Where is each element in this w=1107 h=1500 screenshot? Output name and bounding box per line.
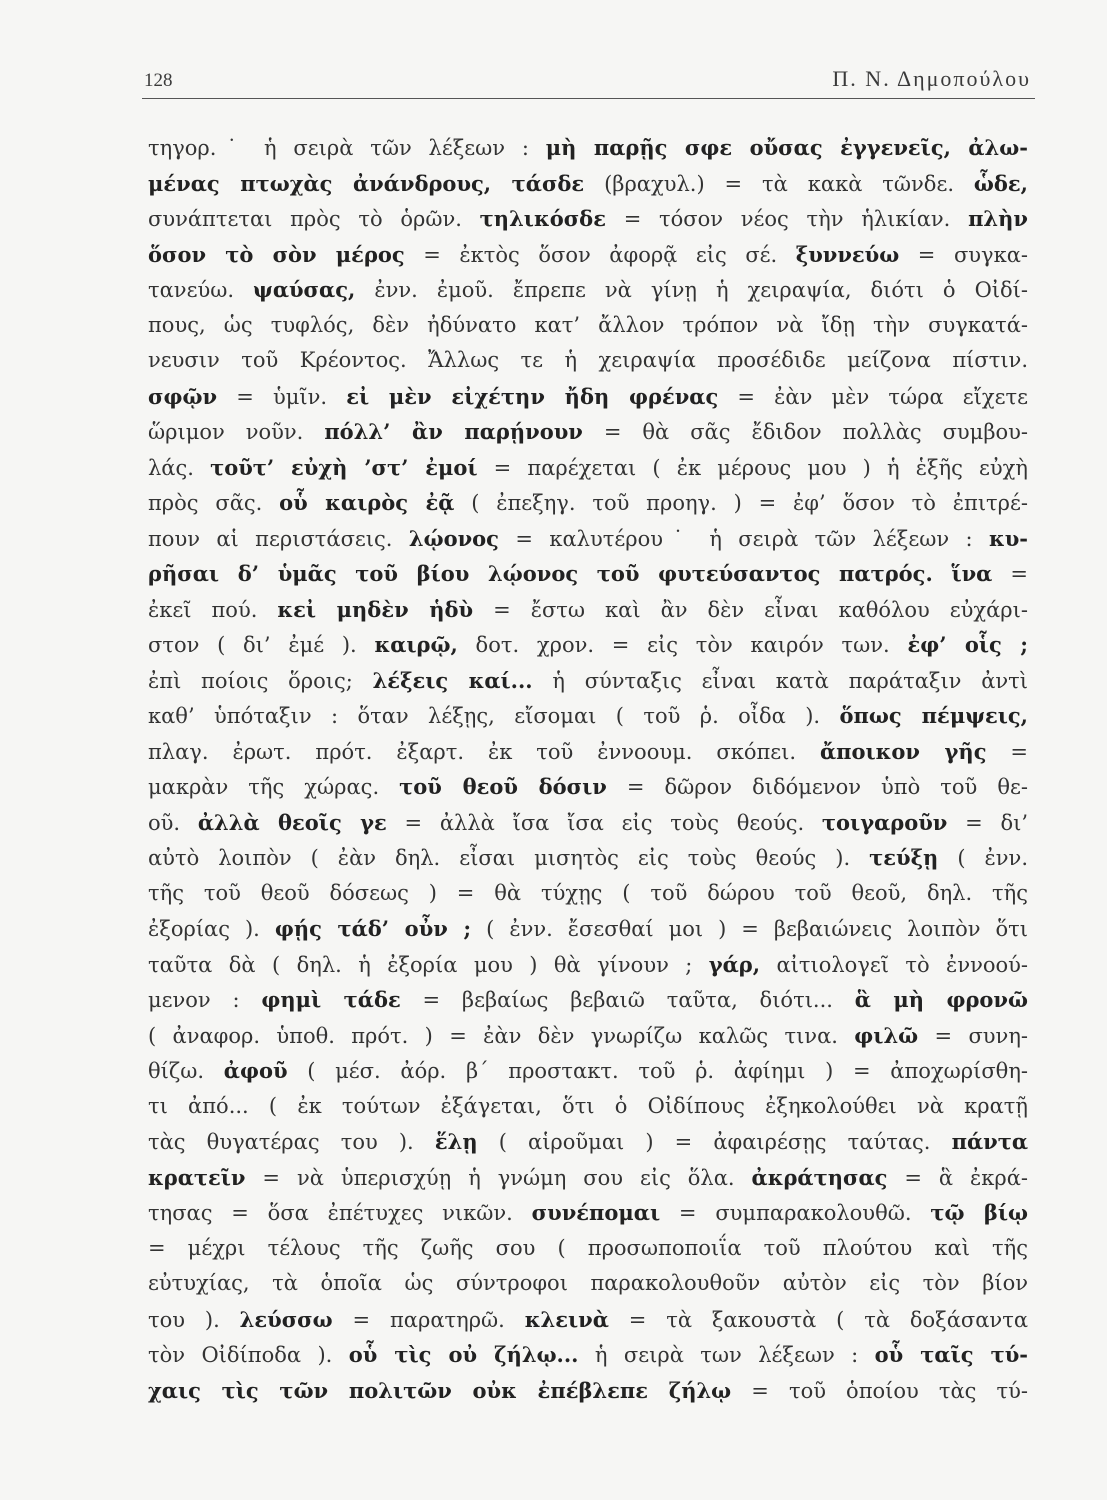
text-line — [148, 1124, 1028, 1160]
lemma-term: ἃ μὴ φρονῶ — [854, 987, 1028, 1012]
gloss-text: στον ( δι’ ἐμέ ). — [148, 633, 375, 657]
lemma-term: πόλλ’ ἂν παρῄνουν — [324, 419, 583, 444]
gloss-text: μακρὰν τῆς χώρας. — [148, 775, 400, 799]
gloss-text: αἰτιολογεῖ τὸ ἐννοού- — [760, 952, 1028, 977]
lemma-term: κρατεῖν — [148, 1164, 246, 1190]
lemma-term: ψαύσας, — [253, 277, 356, 302]
text-line — [148, 556, 1028, 592]
lemma-term: ξυννεύω — [795, 241, 900, 267]
gloss-text: = τοῦ ὁποίου τὰς τύ- — [731, 1378, 1028, 1403]
gloss-text: = συγκα- — [899, 242, 1028, 267]
gloss-text: = συμπαρακολουθῶ. — [660, 1201, 931, 1225]
lemma-term: ὧδε, — [973, 170, 1028, 196]
gloss-text: = τόσον νέος τὴν ἡλικίαν. — [605, 207, 969, 231]
gloss-text: εὐτυχίας, τὰ ὁποῖα ὡς σύντροφοι παρακολουθοῦν αὐτὸν εἰς τὸν βίον — [148, 1271, 1028, 1295]
text-line — [148, 982, 1028, 1018]
text-line — [148, 769, 1028, 805]
gloss-text: = θὰ σᾶς ἔδιδον πολλὰς συμβου- — [582, 420, 1028, 444]
lemma-term: ρῆσαι δ’ ὑμᾶς τοῦ βίου λῴονος τοῦ φυτεύσαντος πατρός. ἵνα — [148, 561, 993, 586]
gloss-text: = νὰ ὑπερισχύῃ ἡ γνώμη σου εἰς ὅλα. — [245, 1165, 752, 1190]
gloss-text: ( ἀναφορ. ὑποθ. πρότ. ) = ἐὰν δὲν γνωρίζω καλῶς τινα. — [148, 1023, 855, 1048]
text-line — [148, 698, 1028, 734]
lemma-term: οὗ καιρὸς ἐᾷ — [279, 490, 455, 515]
page-header — [120, 62, 1035, 102]
lemma-term: ἕλῃ — [434, 1129, 478, 1154]
lemma-term: φημὶ τάδε — [261, 987, 401, 1012]
text-line — [148, 521, 1028, 557]
gloss-text: λάς. — [148, 455, 211, 480]
text-line — [148, 1266, 1028, 1302]
gloss-text: τῆς τοῦ θεοῦ δόσεως ) = θὰ τύχῃς ( τοῦ δώρου τοῦ θεοῦ, δηλ. τῆς — [148, 880, 1028, 905]
lemma-term: τοῦτ’ εὐχὴ ’στ’ ἐμοί — [210, 454, 478, 480]
gloss-text: = ὑμῖν. — [217, 384, 347, 409]
text-line — [148, 876, 1028, 912]
lemma-term: τοῦ θεοῦ δόσιν — [399, 774, 607, 799]
lemma-term: γάρ, — [708, 951, 761, 977]
header-rule — [142, 98, 1035, 99]
lemma-term: τεύξῃ — [869, 845, 939, 870]
gloss-text: ἐκεῖ πού. — [148, 597, 278, 622]
lemma-term: λεύσσω — [239, 1306, 333, 1332]
lemma-term: φῄς τάδ’ οὖν ; — [274, 916, 472, 941]
lemma-term: σφῷν — [148, 383, 218, 409]
text-line — [148, 663, 1028, 699]
gloss-text: ( αἱροῦμαι ) = ἀφαιρέσῃς ταύτας. — [477, 1130, 952, 1154]
text-line — [148, 840, 1028, 876]
gloss-text: ὥριμον νοῦν. — [148, 420, 325, 444]
gloss-text: = παρατηρῶ. — [332, 1307, 525, 1332]
lemma-term: μένας πτωχὰς ἀνάνδρους, τάσδε — [148, 170, 585, 196]
lemma-term: κεἰ μηδὲν ἡδὺ — [277, 596, 474, 622]
gloss-text: = τὰ ξακουστὰ ( τὰ δοξάσαντα — [608, 1307, 1028, 1332]
gloss-text: = ἐκτὸς ὅσον ἀφορᾷ εἰς σέ. — [404, 242, 796, 267]
gloss-text: = δι’ — [947, 810, 1028, 835]
text-line — [148, 1373, 1028, 1409]
lemma-term: πλὴν — [968, 206, 1028, 231]
gloss-text: ( ἐνν. ἔσεσθαί μοι ) = βεβαιώνεις λοιπὸν ὅτι — [471, 917, 1028, 941]
lemma-term: χαις τὶς τῶν πολιτῶν οὐκ ἐπέβλεπε ζήλῳ — [148, 1377, 732, 1403]
lemma-term: πάντα — [951, 1129, 1028, 1154]
gloss-text: αὐτὸ λοιπὸν ( ἐὰν δηλ. εἶσαι μισητὸς εἰς τοὺς θεούς ). — [148, 846, 870, 870]
gloss-text: δοτ. χρον. = εἰς τὸν καιρόν των. — [457, 633, 908, 657]
commentary-text — [148, 130, 1028, 1408]
text-line — [148, 130, 1028, 166]
gloss-text: ἐξορίας ). — [148, 917, 275, 941]
gloss-text: = συνη- — [918, 1023, 1028, 1048]
text-line — [148, 734, 1028, 770]
lemma-term: οὗ τὶς οὐ ζήλῳ... — [348, 1342, 579, 1367]
lemma-term: τοιγαροῦν — [821, 809, 948, 835]
text-line — [148, 379, 1028, 415]
text-line — [148, 1302, 1028, 1338]
gloss-text: συνάπτεται πρὸς τὸ ὁρῶν. — [148, 207, 480, 231]
lemma-term: κυ- — [988, 525, 1028, 551]
gloss-text: = ἀλλὰ ἴσα ἴσα εἰς τοὺς θεούς. — [386, 810, 822, 835]
text-line — [148, 592, 1028, 628]
text-line — [148, 1089, 1028, 1125]
lemma-term: ἀλλὰ θεοῖς γε — [197, 809, 387, 835]
text-line — [148, 1018, 1028, 1054]
gloss-text: ταῦτα δὰ ( δηλ. ἡ ἐξορία μου ) θὰ γίνουν ; — [148, 952, 709, 977]
gloss-text: νευσιν τοῦ Κρέοντος. Ἄλλως τε ἡ χειραψία προσέδιδε μείζονα πίστιν. — [148, 348, 1028, 372]
lemma-term: λέξεις καί... — [372, 667, 533, 693]
text-line — [148, 450, 1028, 486]
gloss-text: τὸν Οἰδίποδα ). — [148, 1343, 349, 1367]
gloss-text: τηγορ.˙ ἡ σειρὰ τῶν λέξεων : — [148, 136, 546, 160]
text-line — [148, 947, 1028, 983]
lemma-term: τῷ βίῳ — [930, 1200, 1028, 1225]
text-line — [148, 1337, 1028, 1373]
gloss-text: = παρέχεται ( ἐκ μέρους μου ) ἡ ἑξῆς εὐχὴ — [477, 455, 1028, 480]
gloss-text: τὰς θυγατέρας του ). — [148, 1130, 435, 1154]
text-line — [148, 1053, 1028, 1089]
text-line — [148, 237, 1028, 273]
gloss-text: = μέχρι τέλους τῆς ζωῆς σου ( προσωποποιΐα τοῦ πλούτου καὶ τῆς — [148, 1235, 1028, 1260]
gloss-text: καθ’ ὑπόταξιν : ὅταν λέξῃς, εἴσομαι ( τοῦ ῥ. οἶδα ). — [148, 704, 840, 728]
gloss-text: = — [986, 739, 1028, 764]
text-line — [148, 1195, 1028, 1231]
gloss-text: = καλυτέρου˙ ἡ σειρὰ τῶν λέξεων : — [498, 526, 989, 551]
lemma-term: οὗ ταῖς τύ- — [874, 1342, 1028, 1367]
gloss-text: πουν αἱ περιστάσεις. — [148, 526, 409, 551]
gloss-text: τι ἀπό... ( ἐκ τούτων ἐξάγεται, ὅτι ὁ Οἰδίπους ἐξηκολούθει νὰ κρατῇ — [148, 1093, 1028, 1118]
text-line — [148, 627, 1028, 663]
lemma-term: τηλικόσδε — [479, 206, 606, 231]
text-line — [148, 1231, 1028, 1267]
text-line — [148, 911, 1028, 947]
gloss-text: τανεύω. — [148, 278, 254, 302]
gloss-text: μενον : — [148, 988, 262, 1012]
lemma-term: λῴονος — [408, 525, 499, 551]
text-line — [148, 272, 1028, 308]
gloss-text: του ). — [148, 1307, 240, 1332]
lemma-term: ἀφοῦ — [223, 1058, 288, 1083]
gloss-text: οῦ. — [148, 810, 198, 835]
text-line — [148, 414, 1028, 450]
gloss-text: ( ἐπεξηγ. τοῦ προηγ. ) = ἐφ’ ὅσον τὸ ἐπιτρέ- — [454, 491, 1028, 515]
text-line — [148, 485, 1028, 521]
gloss-text: = δῶρον διδόμενον ὑπὸ τοῦ θε- — [606, 775, 1028, 799]
gloss-text: = βεβαίως βεβαιῶ ταῦτα, διότι... — [400, 988, 855, 1012]
text-line — [148, 308, 1028, 344]
gloss-text: ἐπὶ ποίοις ὅροις; — [148, 668, 373, 693]
lemma-term: ὅπως πέμψεις, — [839, 703, 1028, 728]
lemma-term: ἄποικον γῆς — [819, 738, 987, 764]
gloss-text: ἐνν. ἐμοῦ. ἔπρεπε νὰ γίνῃ ἡ χειραψία, διότι ὁ Οἰδί- — [355, 278, 1028, 302]
text-line — [148, 343, 1028, 379]
text-line — [148, 201, 1028, 237]
lemma-term: φιλῶ — [854, 1022, 919, 1048]
gloss-text: = ἔστω καὶ ἂν δὲν εἶναι καθόλου εὐχάρι- — [473, 597, 1028, 622]
running-head: Π. Ν. Δημοπούλου — [832, 66, 1031, 91]
gloss-text: θίζω. — [148, 1059, 224, 1083]
lemma-term: ἐφ’ οἷς ; — [907, 632, 1028, 657]
lemma-term: κλεινὰ — [524, 1306, 609, 1332]
lemma-term: καιρῷ, — [374, 632, 458, 657]
gloss-text: πλαγ. ἐρωτ. πρότ. ἐξαρτ. ἐκ τοῦ ἐννοουμ. σκόπει. — [148, 739, 820, 764]
lemma-term: μὴ παρῇς σφε οὔσας ἐγγενεῖς, ἀλω- — [545, 135, 1028, 160]
lemma-term: ὅσον τὸ σὸν μέρος — [148, 241, 405, 267]
gloss-text: ἡ σειρὰ των λέξεων : — [578, 1343, 875, 1367]
lemma-term: εἰ μὲν εἰχέτην ἤδη φρένας — [346, 383, 719, 409]
gloss-text: ( μέσ. ἀόρ. β΄ προστακτ. τοῦ ῥ. ἀφίημι ) = ἀποχωρίσθη- — [287, 1059, 1028, 1083]
text-line — [148, 1160, 1028, 1196]
text-line — [148, 166, 1028, 202]
page-number: 128 — [144, 70, 173, 91]
gloss-text: = — [992, 562, 1028, 586]
gloss-text: (βραχυλ.) = τὰ κακὰ τῶνδε. — [584, 171, 974, 196]
gloss-text: πρὸς σᾶς. — [148, 491, 280, 515]
gloss-text: ἡ σύνταξις εἶναι κατὰ παράταξιν ἀντὶ — [532, 668, 1028, 693]
gloss-text: τησας = ὅσα ἐπέτυχες νικῶν. — [148, 1201, 532, 1225]
lemma-term: συνέπομαι — [531, 1200, 661, 1225]
gloss-text: = ἃ ἐκρά- — [887, 1165, 1028, 1190]
lemma-term: ἀκράτησας — [751, 1164, 888, 1190]
gloss-text: ( ἐνν. — [938, 846, 1028, 870]
text-line — [148, 805, 1028, 841]
gloss-text: πους, ὡς τυφλός, δὲν ἠδύνατο κατ’ ἄλλον τρόπον νὰ ἴδῃ τὴν συγκατά- — [148, 312, 1028, 337]
gloss-text: = ἐὰν μὲν τώρα εἴχετε — [718, 384, 1028, 409]
